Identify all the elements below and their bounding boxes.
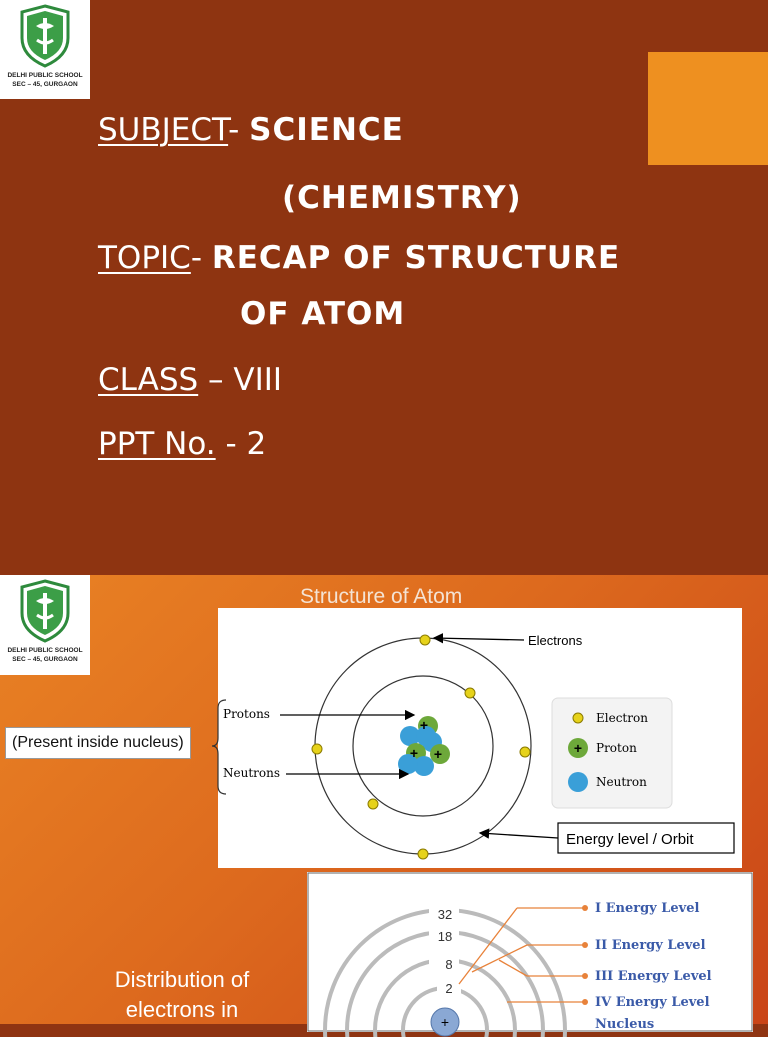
school-address: SEC – 45, GURGAON [12, 81, 78, 88]
level-label-1: I Energy Level [595, 901, 700, 916]
subject-value: SCIENCE [249, 112, 404, 148]
topic-value-2: OF ATOM [240, 296, 406, 332]
subject-label: SUBJECT [98, 112, 229, 148]
school-address-2: SEC – 45, GURGAON [12, 656, 78, 663]
ppt-value: - 2 [215, 426, 267, 462]
class-line [98, 362, 282, 398]
slide-title: Structure of Atom [300, 585, 463, 608]
school-name: DELHI PUBLIC SCHOOL [7, 72, 83, 79]
class-label: CLASS [98, 362, 199, 398]
level-label-3: III Energy Level [595, 969, 712, 984]
distribution-text: Distribution of electrons in [114, 967, 250, 1022]
school-crest-icon [0, 575, 90, 645]
topic-value: RECAP OF STRUCTURE [211, 240, 621, 276]
neutrons-label: Neutrons [223, 766, 280, 780]
energy-levels-diagram [307, 872, 753, 1032]
topic-line-2 [240, 296, 405, 332]
svg-text:+: + [573, 740, 583, 756]
subject-value-2: (CHEMISTRY) [282, 180, 522, 216]
energy-levels-svg [307, 872, 753, 1032]
level-number-3: 8 [445, 957, 453, 972]
svg-text:+: + [440, 1014, 450, 1030]
school-crest-icon [0, 0, 90, 70]
legend-electron: Electron [596, 711, 648, 725]
svg-text:+: + [419, 717, 429, 733]
school-logo-2 [0, 575, 90, 675]
subject-separator: - [228, 112, 250, 148]
topic-line [98, 240, 620, 276]
nucleus [398, 716, 450, 776]
subject-line [98, 112, 404, 148]
accent-block [648, 52, 768, 165]
level-label-5: Nucleus [595, 1017, 655, 1032]
present-inside-nucleus-label: (Present inside nucleus) [5, 727, 191, 759]
topic-label: TOPIC [98, 240, 191, 276]
level-number-2: 18 [437, 929, 453, 944]
svg-text:+: + [409, 745, 419, 761]
class-value: – VIII [198, 362, 283, 398]
energy-level-label: Energy level / Orbit [566, 831, 694, 848]
ppt-line [98, 426, 266, 462]
atom-diagram [218, 608, 742, 868]
ppt-label: PPT No. [98, 426, 216, 462]
atom-structure-slide [0, 575, 768, 1032]
level-label-2: II Energy Level [595, 938, 706, 953]
subject-line-2 [282, 180, 522, 216]
protons-label: Protons [223, 707, 270, 721]
svg-text:+: + [433, 746, 443, 762]
topic-separator: - [190, 240, 212, 276]
electrons-label: Electrons [528, 633, 583, 648]
school-name-2: DELHI PUBLIC SCHOOL [7, 647, 83, 654]
school-logo [0, 0, 90, 99]
level-number-4: 2 [445, 981, 453, 996]
legend-neutron: Neutron [596, 775, 647, 789]
level-number-1: 32 [437, 907, 453, 922]
level-label-4: IV Energy Level [595, 995, 710, 1010]
atom-diagram-svg [218, 608, 742, 868]
legend-proton: Proton [596, 741, 637, 755]
